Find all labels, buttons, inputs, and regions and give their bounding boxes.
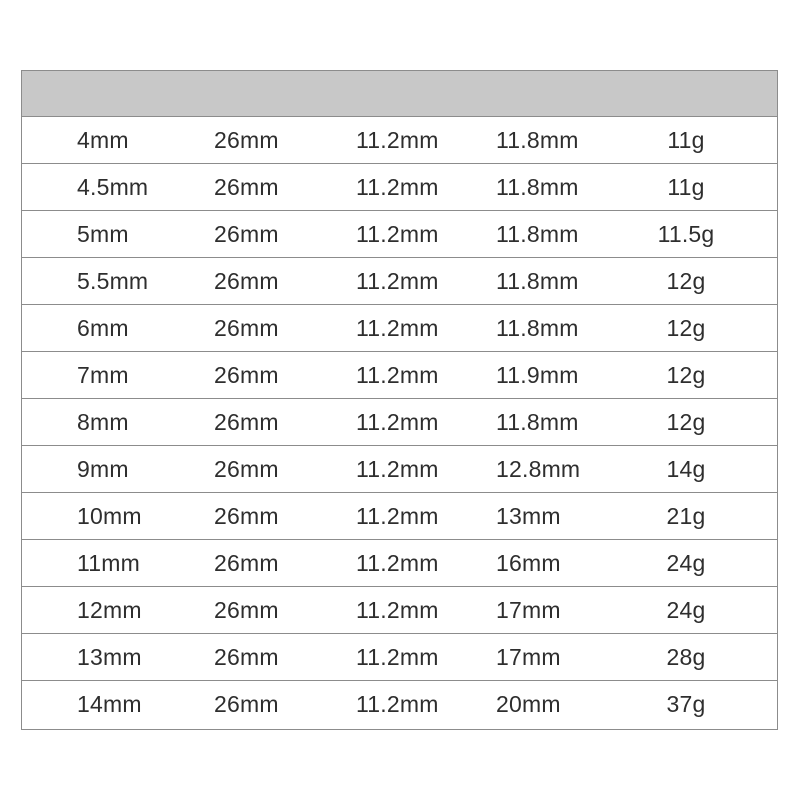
table-cell: 28g [666,643,706,670]
table-cell: 11.5g [657,220,715,247]
table-cell: 14mm [77,691,142,717]
table-cell: 11.8mm [496,173,579,200]
table-cell: 24g [666,596,706,623]
table-cell: 17mm [496,643,561,670]
table-row [22,399,777,446]
table-cell: 11g [667,126,705,153]
table-row [22,493,777,540]
table-cell: 8mm [77,408,129,435]
table-cell: 26mm [214,173,279,200]
table-cell: 11.2mm [356,126,439,153]
table-cell: 12mm [77,596,142,623]
table-row [22,164,777,211]
table-row [22,587,777,634]
table-cell: 11.8mm [496,267,579,294]
table-cell: 11g [667,173,705,200]
table-cell: 13mm [496,502,561,529]
table-cell: 11.8mm [496,220,579,247]
table-cell: 17mm [496,596,561,623]
table-cell: 26mm [214,267,279,294]
table-cell: 9mm [77,455,129,482]
table-cell: 37g [666,691,706,717]
table-cell: 11.8mm [496,126,579,153]
table-cell: 5mm [77,220,129,247]
table-cell: 6mm [77,314,129,341]
table-cell: 11.2mm [356,691,439,717]
table-row [22,634,777,681]
table-cell: 11.8mm [496,314,579,341]
table-cell: 12.8mm [496,455,581,482]
table-cell: 11.2mm [356,314,439,341]
table-row [22,446,777,493]
table-cell: 26mm [214,314,279,341]
table-cell: 12g [666,361,706,388]
table-cell: 26mm [214,596,279,623]
table-cell: 11.2mm [356,596,439,623]
table-cell: 4.5mm [77,173,149,200]
table-cell: 26mm [214,126,279,153]
table-cell: 5.5mm [77,267,149,294]
table-cell: 26mm [214,361,279,388]
table-cell: 26mm [214,408,279,435]
table-cell: 4mm [77,126,129,153]
table-cell: 11.2mm [356,173,439,200]
table-cell: 11.2mm [356,408,439,435]
table-cell: 24g [666,549,706,576]
table-cell: 26mm [214,691,279,717]
table-cell: 13mm [77,643,142,670]
table-cell: 12g [666,314,706,341]
table-cell: 26mm [214,643,279,670]
table-cell: 16mm [496,549,561,576]
table-row [22,305,777,352]
table-row [22,681,777,728]
table-cell: 11.9mm [496,361,579,388]
table-row [22,352,777,399]
table-cell: 11mm [77,549,140,576]
table-cell: 12g [666,408,706,435]
table-cell: 7mm [77,361,129,388]
table-cell: 11.2mm [356,267,439,294]
table-cell: 11.2mm [356,502,439,529]
table-cell: 20mm [496,691,561,717]
table-cell: 11.2mm [356,361,439,388]
table-cell: 21g [666,502,706,529]
table-cell: 11.2mm [356,549,439,576]
table-row [22,211,777,258]
table-cell: 11.2mm [356,455,439,482]
table-cell: 14g [666,455,706,482]
table-cell: 11.8mm [496,408,579,435]
table-header-band [22,71,777,117]
table-cell: 12g [666,267,706,294]
table-cell: 11.2mm [356,220,439,247]
table-cell: 26mm [214,220,279,247]
spec-table [21,70,778,730]
table-row [22,117,777,164]
table-cell: 26mm [214,549,279,576]
table-cell: 26mm [214,502,279,529]
table-row [22,540,777,587]
table-row [22,258,777,305]
table-cell: 26mm [214,455,279,482]
table-cell: 10mm [77,502,142,529]
table-cell: 11.2mm [356,643,439,670]
